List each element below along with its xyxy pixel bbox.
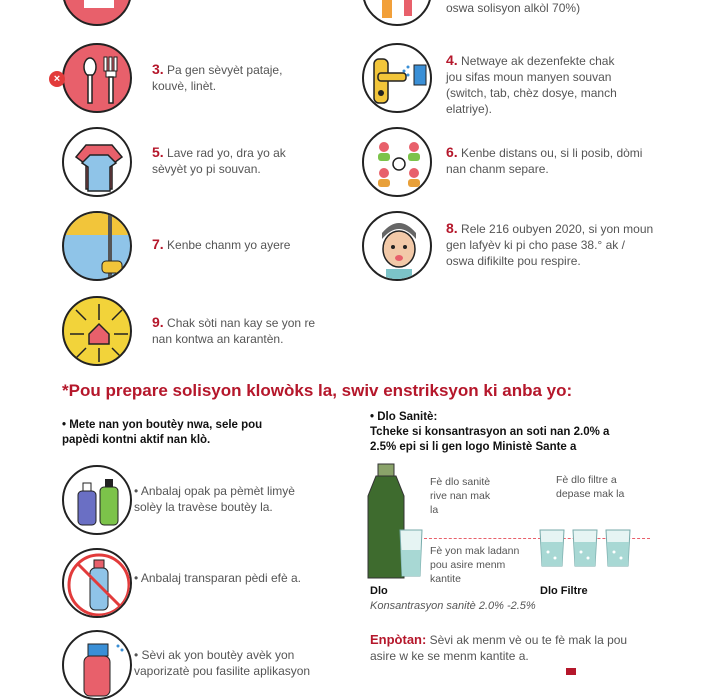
door-handle-spray-icon bbox=[362, 43, 432, 113]
item-6: 6. Kenbe distans ou, si li posib, dòmi nan chanm separe. bbox=[446, 144, 643, 176]
no-spoon-fork-icon bbox=[62, 43, 132, 113]
bottom-partial-icon bbox=[566, 668, 576, 675]
spray-bottle-icon bbox=[62, 630, 132, 700]
left-bullet-3: • Sèvi ak yon boutèy avèk yon vaporizatè pou fasilite aplikasyon bbox=[134, 648, 311, 678]
right-title: • Dlo Sanitè: bbox=[370, 411, 438, 423]
opaque-bottles-icon bbox=[62, 465, 132, 535]
distance-people-icon bbox=[362, 127, 432, 197]
left-bullet-1: • Anbalaj opak pa pèmèt limyè solèy la travèse boutèy la. bbox=[134, 484, 295, 514]
top-partial-text: oswa solisyon alkòl 70%) bbox=[446, 1, 581, 15]
item-4: 4. Netwaye ak dezenfekte chak jou sifas moun manyen souvan (switch, tab, chèz dosye, manch elatriye). bbox=[446, 52, 617, 116]
label-konsantrasyon: Konsantrasyon sanitè 2.0% -2.5% bbox=[370, 600, 536, 612]
label-sanite-rive: Fè dlo sanitè rive nan mak la bbox=[430, 476, 491, 516]
section-heading: *Pou prepare solisyon klowòks la, swiv enstriksyon ki anba yo: bbox=[62, 381, 573, 400]
label-filtre: Fè dlo filtre a depase mak la bbox=[556, 474, 625, 500]
label-dlo-filtre: Dlo Filtre bbox=[540, 585, 588, 597]
item-5: 5. Lave rad yo, dra yo ak sèvyèt yo pi souvan. bbox=[152, 144, 286, 176]
item-3: 3. Pa gen sèvyèt pataje, kouvè, linèt. bbox=[152, 61, 283, 93]
enpotan-note: Enpòtan: Sèvi ak menm vè ou te fè mak la pou asire w ke se menm kantite a. bbox=[370, 632, 628, 663]
left-bullet-2: • Anbalaj transparan pèdi efè a. bbox=[134, 571, 301, 585]
item-8: 8. Rele 216 oubyen 2020, si yon moun gen lafyèv ki pi cho pase 38.° ak / oswa difikilte pou respire. bbox=[446, 220, 654, 268]
glass-icon bbox=[398, 528, 424, 578]
filter-glass-2 bbox=[571, 528, 599, 568]
item-9: 9. Chak sòti nan kay se yon re nan kontwa an karantèn. bbox=[152, 314, 316, 346]
house-arrows-icon bbox=[62, 296, 132, 366]
no-badge-icon: × bbox=[49, 71, 65, 87]
label-ladann: Fè yon mak ladann pou asire menm kantite bbox=[430, 545, 520, 585]
window-air-icon bbox=[62, 211, 132, 281]
top-partial-icon-left bbox=[62, 0, 132, 26]
item-7: 7. Kenbe chanm yo ayere bbox=[152, 236, 291, 252]
clothes-icon bbox=[62, 127, 132, 197]
label-dlo: Dlo bbox=[370, 585, 388, 597]
no-transparent-bottle-icon bbox=[62, 548, 132, 618]
top-partial-icon-right bbox=[362, 0, 432, 26]
filter-glass-3 bbox=[604, 528, 632, 568]
left-intro: • Mete nan yon boutèy nwa, sele pou papèdi kontni aktif nan klò. bbox=[62, 419, 263, 446]
right-desc: Tcheke si konsantrasyon an soti nan 2.0% a 2.5% epi si li gen logo Ministè Sante a bbox=[370, 426, 610, 453]
filter-glass-1 bbox=[538, 528, 566, 568]
sick-person-icon bbox=[362, 211, 432, 281]
